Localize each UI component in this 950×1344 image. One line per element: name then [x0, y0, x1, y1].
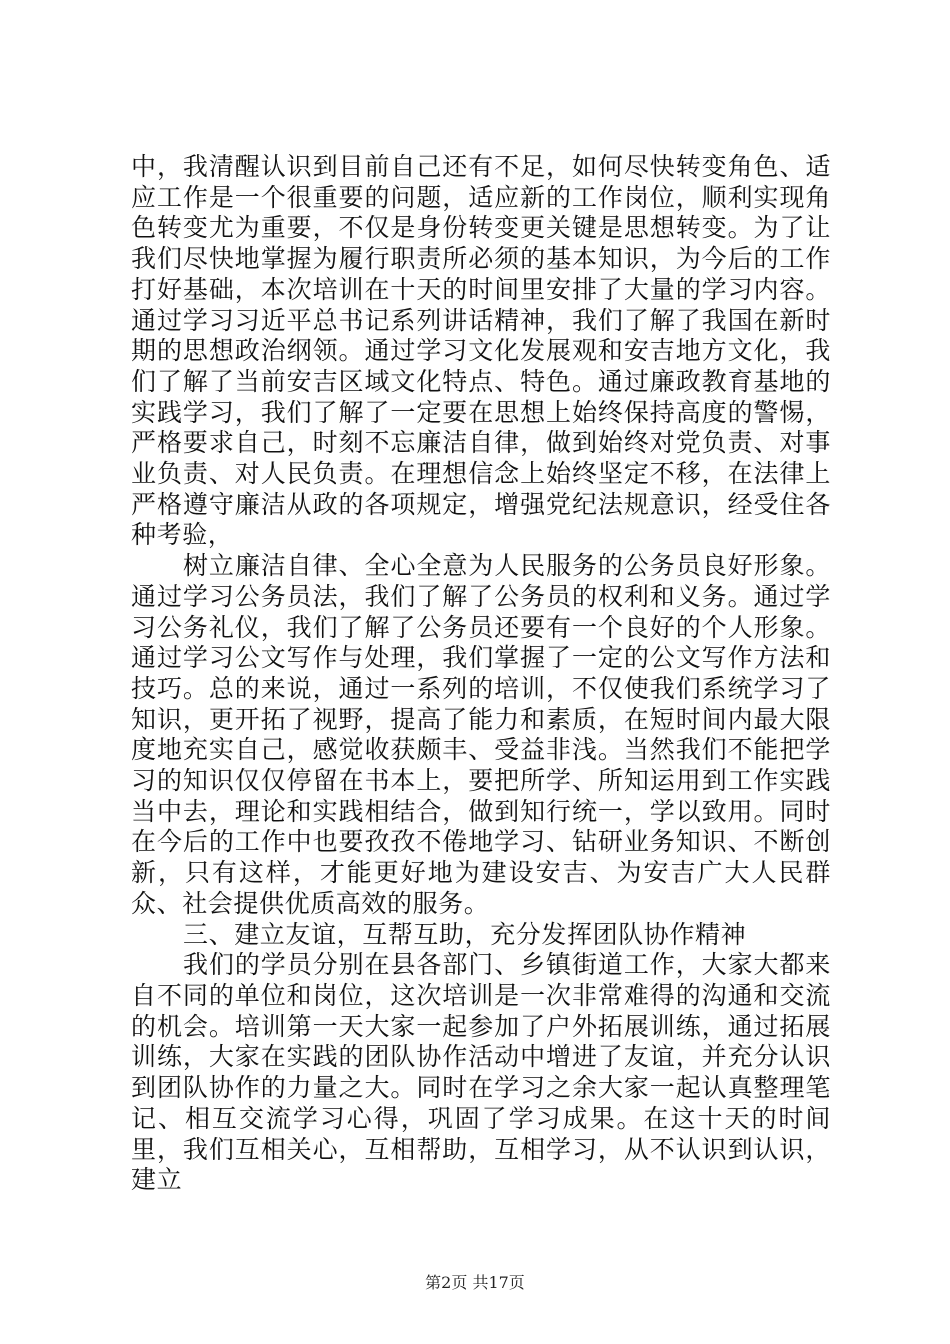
document-body [131, 152, 831, 1196]
section-heading-friendship: 三、建立友谊，互帮互助，充分发挥团队协作精神 [183, 919, 747, 949]
paragraph-continued: 中，我清醒认识到目前自己还有不足，如何尽快转变角色、适应工作是一个很重要的问题，适应新的工作岗位，顺利实现角色转变尤为重要，不仅是身份转变更关键是思想转变。为了让我们尽快地掌握为履行职责所必须的基本知识，为今后的工作打好基础，本次培训在十天的时间里安排了大量的学习内容。通过学习习近平总书记系列讲话精神，我们了解了我国在新时期的思想政治纲领。通过学习文化发展观和安吉地方文化，我们了解了当前安吉区域文化特点、特色。通过廉政教育基地的实践学习，我们了解了一定要在思想上始终保持高度的警惕，严格要求自己，时刻不忘廉洁自律，做到始终对党负责、对事业负责、对人民负责。在理想信念上始终坚定不移，在法律上严格遵守廉洁从政的各项规定，增强党纪法规意识，经受住各种考验， [131, 152, 831, 550]
paragraph-civil-servant-image: 树立廉洁自律、全心全意为人民服务的公务员良好形象。通过学习公务员法，我们了解了公务员的权利和义务。通过学习公务礼仪，我们了解了公务员还要有一个良好的个人形象。通过学习公文写作与处理，我们掌握了一定的公文写作方法和技巧。总的来说，通过一系列的培训，不仅使我们系统学习了知识，更开拓了视野，提高了能力和素质，在短时间内最大限度地充实自己，感觉收获颇丰、受益非浅。当然我们不能把学习的知识仅仅停留在书本上，要把所学、所知运用到工作实践当中去，理论和实践相结合，做到知行统一，学以致用。同时在今后的工作中也要孜孜不倦地学习、钻研业务知识、不断创新，只有这样，才能更好地为建设安吉、为安吉广大人民群众、社会提供优质高效的服务。 [131, 551, 831, 918]
page-number-footer: 第2页 共17页 [425, 1273, 525, 1292]
paragraph-teamwork: 我们的学员分别在县各部门、乡镇街道工作，大家大都来自不同的单位和岗位，这次培训是一次非常难得的沟通和交流的机会。培训第一天大家一起参加了户外拓展训练，通过拓展训练，大家在实践的团队协作活动中增进了友谊，并充分认识到团队协作的力量之大。同时在学习之余大家一起认真整理笔记、相互交流学习心得，巩固了学习成果。在这十天的时间里，我们互相关心，互相帮助，互相学习，从不认识到认识，建立 [131, 950, 831, 1195]
